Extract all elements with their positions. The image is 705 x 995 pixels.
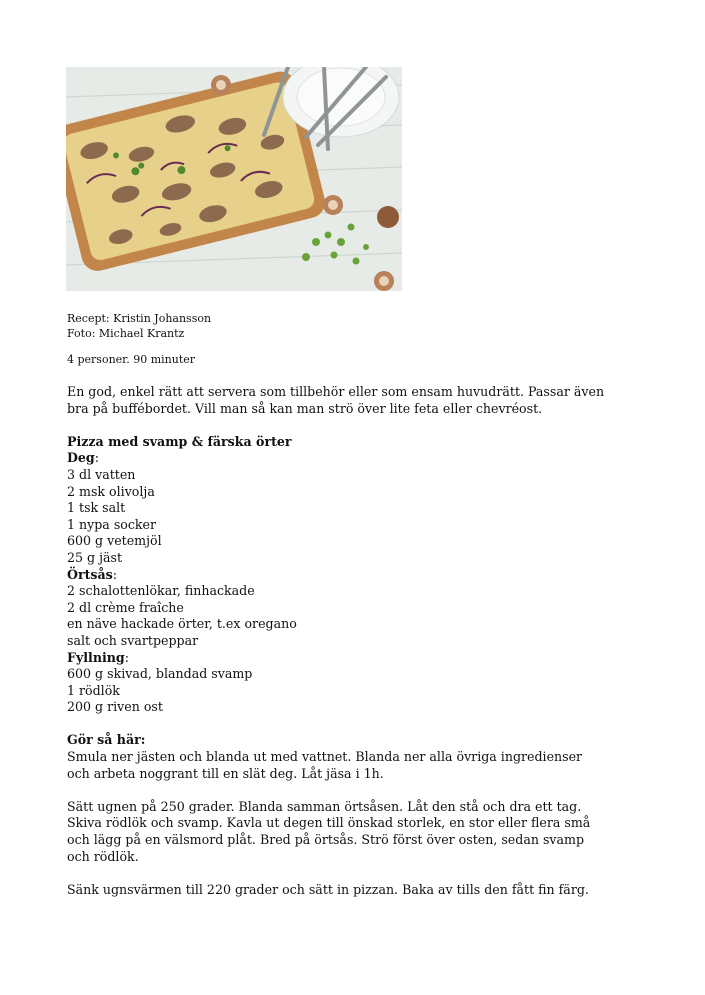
sauce-list bbox=[67, 583, 647, 649]
credits bbox=[67, 311, 211, 341]
servings-time: 4 personer. 90 minuter bbox=[67, 353, 196, 366]
ingredient: en näve hackade örter, t.ex oregano bbox=[67, 616, 297, 632]
dough-heading: Deg: bbox=[67, 450, 99, 466]
ingredient: 1 tsk salt bbox=[67, 500, 126, 516]
ingredient: 25 g jäst bbox=[67, 549, 123, 565]
recipe-body bbox=[67, 384, 647, 898]
ingredient: 2 msk olivolja bbox=[67, 483, 155, 499]
ingredient: 1 nypa socker bbox=[67, 516, 157, 532]
method-line: Sänk ugnsvärmen till 220 grader och sätt in pizzan. Baka av tills den fått fin färg. bbox=[67, 881, 589, 897]
dough-list bbox=[67, 467, 647, 567]
sauce-label: Örtsås bbox=[67, 566, 113, 582]
ingredient: 200 g riven ost bbox=[67, 699, 163, 715]
sauce-heading: Örtsås: bbox=[67, 566, 118, 582]
ingredient: salt och svartpeppar bbox=[67, 632, 199, 648]
recipe-credit: Recept: Kristin Johansson bbox=[67, 312, 212, 325]
method-line: och arbeta noggrant till en slät deg. Låt jäsa i 1h. bbox=[67, 765, 384, 781]
ingredient: 3 dl vatten bbox=[67, 466, 136, 482]
ingredient: 2 dl crème fraîche bbox=[67, 599, 184, 615]
intro-line: En god, enkel rätt att servera som tillbehör eller som ensam huvudrätt. Passar även bbox=[67, 384, 605, 399]
method-line: och rödlök. bbox=[67, 848, 139, 864]
photo-credit: Foto: Michael Krantz bbox=[67, 327, 185, 340]
dough-label: Deg bbox=[67, 450, 95, 466]
intro-line: bra på buffébordet. Vill man så kan man strö över lite feta eller chevréost. bbox=[67, 400, 543, 416]
filling-heading: Fyllning: bbox=[67, 649, 129, 665]
pizza-photo bbox=[66, 67, 402, 291]
recipe-title: Pizza med svamp & färska örter bbox=[67, 433, 292, 449]
filling-list bbox=[67, 666, 647, 716]
method-line: Sätt ugnen på 250 grader. Blanda samman örtsåsen. Låt den stå och dra ett tag. bbox=[67, 798, 582, 814]
ingredient: 600 g vetemjöl bbox=[67, 533, 162, 549]
ingredient: 600 g skivad, blandad svamp bbox=[67, 666, 253, 682]
method-line: Smula ner jästen och blanda ut med vattnet. Blanda ner alla övriga ingredienser bbox=[67, 749, 583, 765]
filling-label: Fyllning bbox=[67, 649, 125, 665]
method-heading: Gör så här: bbox=[67, 732, 146, 748]
method-line: Skiva rödlök och svamp. Kavla ut degen till önskad storlek, en stor eller flera små bbox=[67, 815, 591, 831]
ingredient: 1 rödlök bbox=[67, 682, 120, 698]
ingredient: 2 schalottenlökar, finhackade bbox=[67, 583, 255, 599]
method-line: och lägg på en välsmord plåt. Bred på örtsås. Strö först över osten, sedan svamp bbox=[67, 832, 585, 848]
